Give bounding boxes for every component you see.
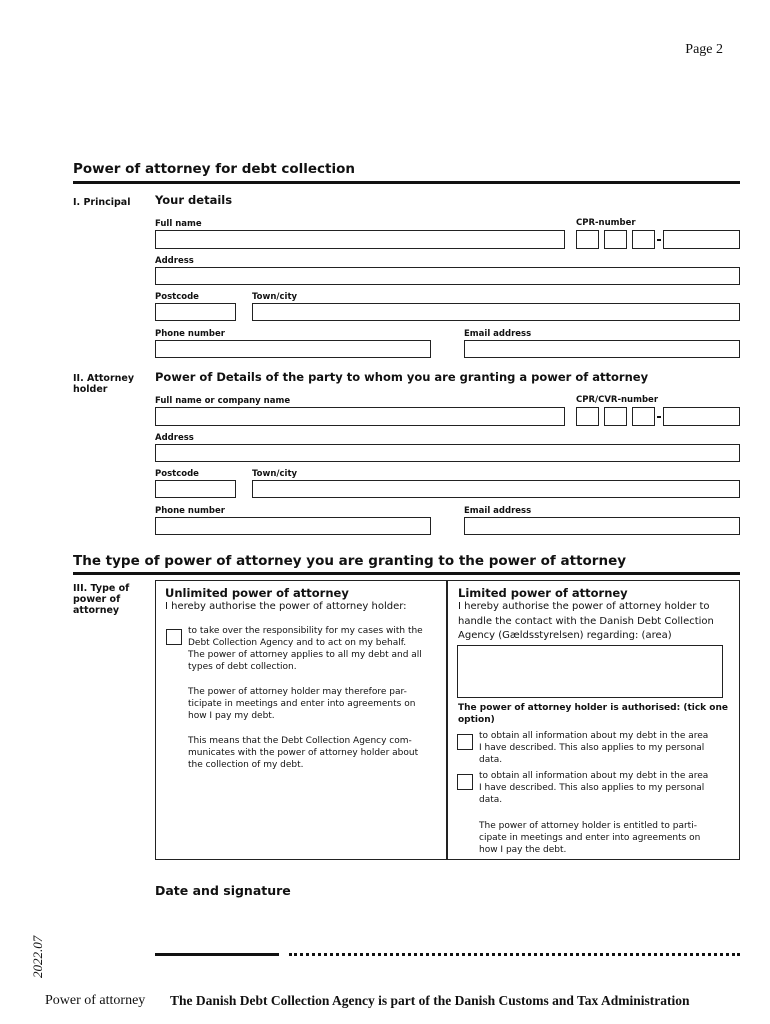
holder-postcode-label: Postcode <box>155 469 199 479</box>
holder-cpr-label: CPR/CVR-number <box>576 395 659 405</box>
text-line: to obtain all information about my debt in the area <box>479 771 709 781</box>
principal-postcode-field[interactable] <box>155 303 236 321</box>
principal-cpr-label: CPR-number <box>576 218 636 228</box>
text-line: I have described. This also applies to my personal <box>479 743 705 753</box>
section-holder-label <box>73 373 134 395</box>
principal-town-label: Town/city <box>252 292 298 302</box>
text-line: This means that the Debt Collection Agency com- <box>188 736 412 746</box>
text-line: the collection of my debt. <box>188 760 304 770</box>
text-line: Debt Collection Agency and to act on my behalf. <box>188 638 407 648</box>
text-line: I have described. This also applies to my personal <box>479 783 705 793</box>
text-line: to take over the responsibility for my cases with the <box>188 626 423 636</box>
holder-phone-label: Phone number <box>155 506 225 516</box>
cpr-separator <box>657 239 661 241</box>
cpr-digit-box[interactable] <box>576 230 599 249</box>
text-line: The power of attorney holder may therefore par- <box>188 687 407 697</box>
footer-left-text: Power of attorney <box>45 993 146 1008</box>
limited-option2-checkbox[interactable] <box>457 774 473 790</box>
unlimited-option-text <box>188 625 423 673</box>
holder-town-field[interactable] <box>252 480 740 498</box>
principal-email-label: Email address <box>464 329 532 339</box>
text-line: how I pay the debt. <box>479 845 567 855</box>
limited-title: Limited power of attorney <box>458 586 628 600</box>
footer-right-text: The Danish Debt Collection Agency is part of the Danish Customs and Tax Administration <box>170 993 690 1008</box>
text-line: to obtain all information about my debt in the area <box>479 731 709 741</box>
text-line: how I pay my debt. <box>188 711 275 721</box>
section-principal-label: I. Principal <box>73 197 131 208</box>
type-label-line: power of <box>73 594 121 605</box>
unlimited-para2 <box>188 686 415 722</box>
principal-fullname-field[interactable] <box>155 230 565 249</box>
limited-note <box>479 820 700 856</box>
principal-heading: Your details <box>155 193 233 207</box>
limited-option1-checkbox[interactable] <box>457 734 473 750</box>
text-line: Agency (Gældsstyrelsen) regarding: (area) <box>458 630 672 641</box>
cpr-digit-box[interactable] <box>576 407 599 426</box>
form-version-code: 2022.07 <box>30 935 45 978</box>
principal-email-field[interactable] <box>464 340 740 358</box>
signature-heading: Date and signature <box>155 883 291 898</box>
text-line: data. <box>479 795 503 805</box>
cpr-digit-box[interactable] <box>604 407 627 426</box>
text-line: data. <box>479 755 503 765</box>
type-label-line: attorney <box>73 605 120 616</box>
text-line: types of debt collection. <box>188 662 297 672</box>
unlimited-intro: I hereby authorise the power of attorney holder: <box>165 601 407 612</box>
principal-address-field[interactable] <box>155 267 740 285</box>
principal-town-field[interactable] <box>252 303 740 321</box>
holder-fullname-label: Full name or company name <box>155 396 291 406</box>
page-number: Page 2 <box>685 42 723 57</box>
section-holder-label-line: II. Attorney <box>73 373 135 384</box>
principal-fullname-label: Full name <box>155 219 202 229</box>
text-line: The power of attorney holder is authorised: (tick one <box>458 703 728 713</box>
principal-postcode-label: Postcode <box>155 292 199 302</box>
text-line: ticipate in meetings and enter into agreements on <box>188 699 416 709</box>
type-section-rule <box>73 572 740 575</box>
cpr-suffix-box[interactable] <box>663 230 740 249</box>
holder-phone-field[interactable] <box>155 517 431 535</box>
principal-phone-label: Phone number <box>155 329 225 339</box>
type-label-line: III. Type of <box>73 583 130 594</box>
principal-address-label: Address <box>155 256 194 266</box>
limited-option2-text <box>479 770 708 806</box>
principal-phone-field[interactable] <box>155 340 431 358</box>
holder-email-label: Email address <box>464 506 532 516</box>
unlimited-checkbox[interactable] <box>166 629 182 645</box>
type-section-title: The type of power of attorney you are granting to the power of attorney <box>73 553 627 569</box>
holder-address-field[interactable] <box>155 444 740 462</box>
text-line: The power of attorney applies to all my debt and all <box>188 650 422 660</box>
title-rule <box>73 181 740 184</box>
holder-postcode-field[interactable] <box>155 480 236 498</box>
form-title: Power of attorney for debt collection <box>73 161 356 177</box>
date-line[interactable] <box>155 953 279 956</box>
text-line: handle the contact with the Danish Debt Collection <box>458 615 714 627</box>
unlimited-para3 <box>188 735 418 771</box>
holder-fullname-field[interactable] <box>155 407 565 426</box>
type-section-label <box>73 583 129 616</box>
limited-area-field[interactable] <box>457 645 723 698</box>
signature-line[interactable] <box>289 953 740 956</box>
cpr-digit-box[interactable] <box>632 407 655 426</box>
holder-address-label: Address <box>155 433 194 443</box>
type-options-divider <box>446 580 448 860</box>
holder-town-label: Town/city <box>252 469 298 479</box>
cpr-separator <box>657 416 661 418</box>
limited-intro <box>458 600 714 644</box>
limited-authorised-label <box>458 702 728 726</box>
limited-option1-text <box>479 730 708 766</box>
text-line: cipate in meetings and enter into agreements on <box>479 833 701 843</box>
text-line: municates with the power of attorney holder about <box>188 748 419 758</box>
text-line: I hereby authorise the power of attorney holder to <box>458 601 710 612</box>
cpr-suffix-box[interactable] <box>663 407 740 426</box>
text-line: The power of attorney holder is entitled to parti- <box>479 821 697 831</box>
cpr-digit-box[interactable] <box>632 230 655 249</box>
text-line: option) <box>458 715 495 725</box>
holder-email-field[interactable] <box>464 517 740 535</box>
holder-heading: Power of Details of the party to whom you are granting a power of attorney <box>155 370 649 384</box>
cpr-digit-box[interactable] <box>604 230 627 249</box>
unlimited-title: Unlimited power of attorney <box>165 586 349 600</box>
section-holder-label-line: holder <box>73 384 108 395</box>
